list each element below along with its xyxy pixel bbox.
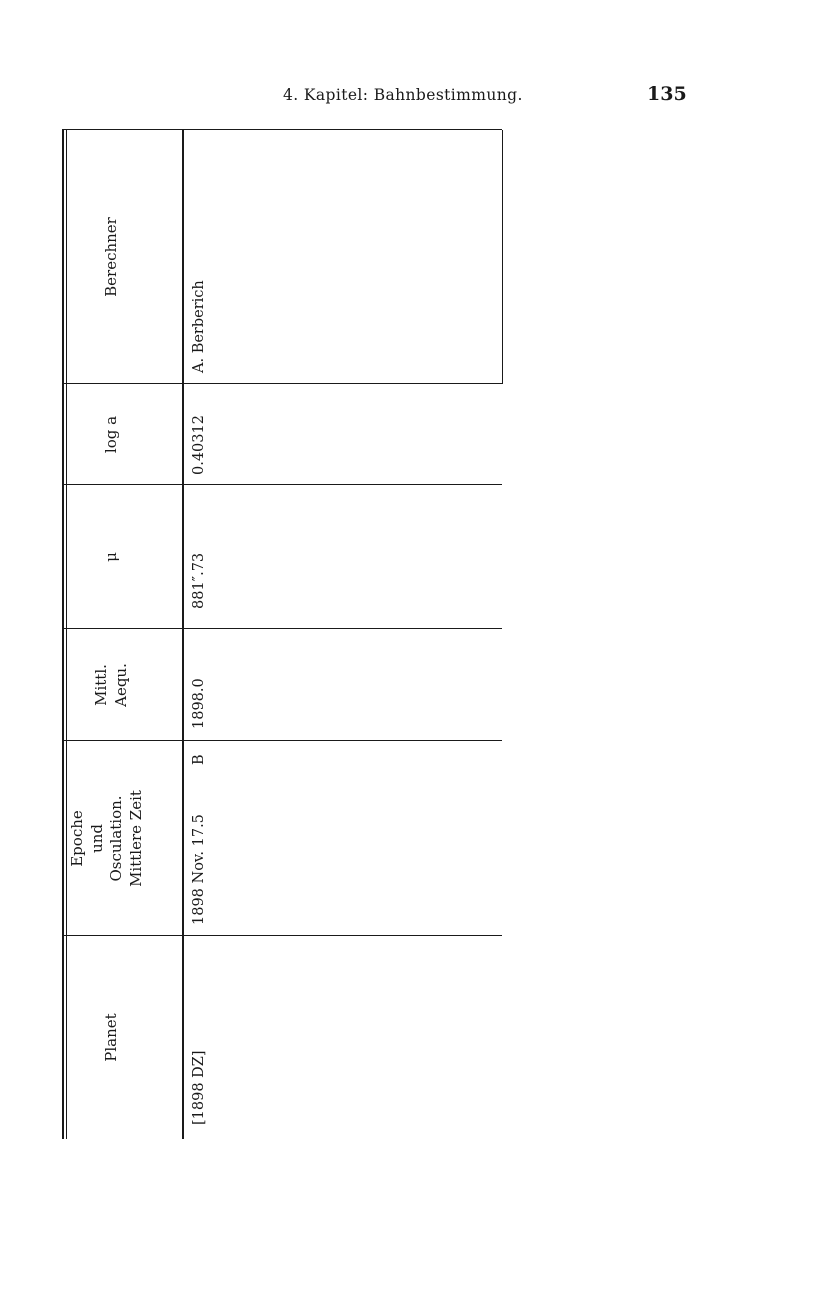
cell-planet: [1898 DZ] bbox=[191, 1050, 207, 1125]
page-number: 135 bbox=[647, 83, 687, 105]
rotated-table bbox=[62, 130, 697, 1139]
cell-mark: B bbox=[191, 754, 207, 765]
col-sep-authority bbox=[502, 130, 503, 384]
col-sep-mu bbox=[62, 484, 502, 485]
header-planet: Planet bbox=[102, 1013, 120, 1062]
table-top-double-rule-b bbox=[66, 130, 67, 1139]
running-head: 4. Kapitel: Bahnbestimmung. bbox=[283, 86, 523, 104]
cell-epoch: 1898 Nov. 17.5 bbox=[191, 814, 207, 925]
table-top-double-rule-a bbox=[62, 130, 64, 1139]
header-epoch: Epoche und Osculation. Mittlere Zeit bbox=[68, 790, 145, 887]
cell-loga: 0.40312 bbox=[191, 415, 207, 475]
col-sep-loga bbox=[62, 383, 502, 384]
cell-aequ: 1898.0 bbox=[191, 678, 207, 729]
cell-mu: 881″.73 bbox=[191, 552, 207, 609]
header-aequ: Mittl. Aequ. bbox=[92, 663, 130, 707]
header-separator bbox=[182, 130, 184, 1139]
cell-calculator: A. Berberich bbox=[191, 280, 207, 373]
header-mu: μ bbox=[102, 552, 120, 562]
header-calculator: Berechner bbox=[102, 217, 120, 297]
col-sep-calculator bbox=[62, 129, 502, 130]
header-loga: log a bbox=[102, 415, 120, 454]
